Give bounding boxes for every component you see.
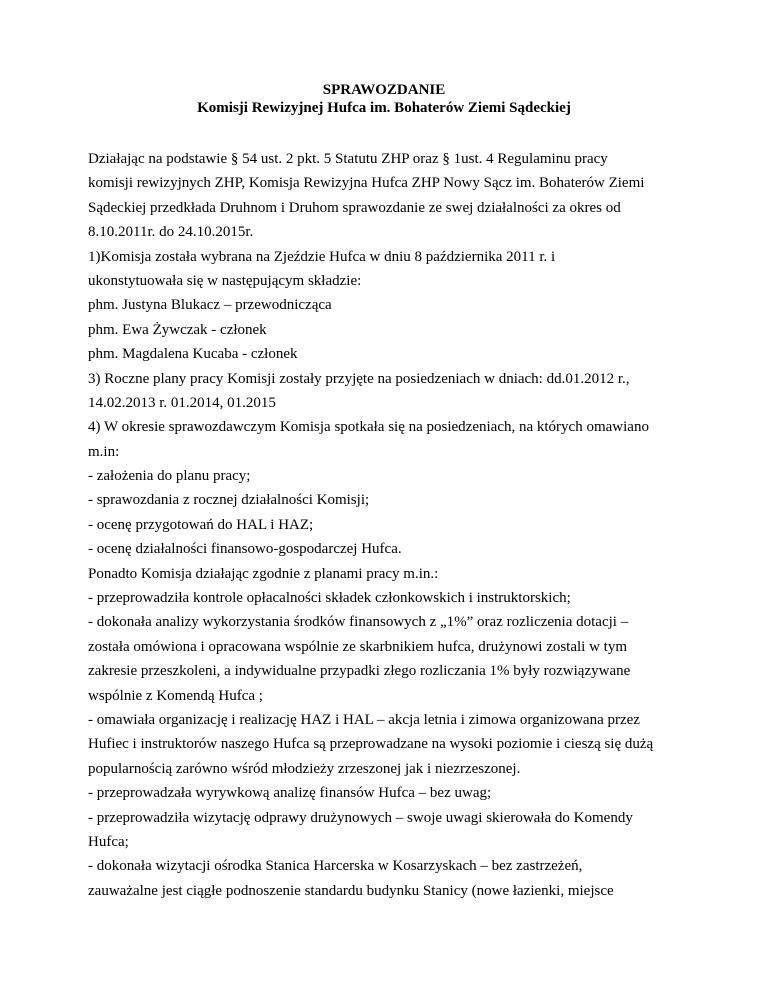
committee-member: phm. Magdalena Kucaba - członek xyxy=(88,346,298,363)
report-body xyxy=(88,147,738,903)
list-item: - dokonała analizy wykorzystania środków finansowych z „1%” oraz rozliczenia dotacji – xyxy=(88,614,629,631)
list-item: - ocenę działalności finansowo-gospodarczej Hufca. xyxy=(88,541,402,558)
body-line: popularnością zarówno wśród młodzieży zrzeszonej jak i niezrzeszonej. xyxy=(88,760,521,777)
body-line: 14.02.2013 r. 01.2014, 01.2015 xyxy=(88,394,276,411)
body-line: 8.10.2011r. do 24.10.2015r. xyxy=(88,224,254,241)
body-line: ukonstytuowała się w następującym składzie: xyxy=(88,272,362,289)
body-line: zauważalne jest ciągłe podnoszenie standardu budynku Stanicy (nowe łazienki, miejsce xyxy=(88,882,614,899)
list-item: - przeprowadzała wyrywkową analizę finansów Hufca – bez uwag; xyxy=(88,785,492,802)
list-item: - przeprowadziła wizytację odprawy drużynowych – swoje uwagi skierowała do Komendy xyxy=(88,809,633,826)
committee-member: phm. Ewa Żywczak - członek xyxy=(88,321,267,338)
body-line: 4) W okresie sprawozdawczym Komisja spotkała się na posiedzeniach, na których omawiano xyxy=(88,419,649,436)
body-line: zakresie przeszkoleni, a indywidualne przypadki złego rozliczania 1% były rozwiązywane xyxy=(88,663,631,680)
document-subtitle: Komisji Rewizyjnej Hufca im. Bohaterów Ziemi Sądeckiej xyxy=(197,100,571,116)
body-line: została omówiona i opracowana wspólnie ze skarbnikiem hufca, drużynowi zostali w tym xyxy=(88,638,628,655)
list-item: - omawiała organizację i realizację HAZ i HAL – akcja letnia i zimowa organizowana przez xyxy=(88,711,640,728)
body-line: 1)Komisja została wybrana na Zjeździe Hufca w dniu 8 października 2011 r. i xyxy=(88,248,556,265)
body-line: m.in: xyxy=(88,443,120,460)
body-line: 3) Roczne plany pracy Komisji zostały przyjęte na posiedzeniach w dniach: dd.01.2012 r., xyxy=(88,370,630,387)
list-item: - przeprowadziła kontrole opłacalności składek członkowskich i instruktorskich; xyxy=(88,590,571,607)
list-item: - ocenę przygotowań do HAL i HAZ; xyxy=(88,516,314,533)
list-item: - dokonała wizytacji ośrodka Stanica Harcerska w Kosarzyskach – bez zastrzeżeń, xyxy=(88,858,583,875)
body-line: komisji rewizyjnych ZHP, Komisja Rewizyjna Hufca ZHP Nowy Sącz im. Bohaterów Ziemi xyxy=(88,175,645,192)
list-item: - założenia do planu pracy; xyxy=(88,468,251,485)
document-title: SPRAWOZDANIE xyxy=(322,82,446,98)
list-item: - sprawozdania z rocznej działalności Komisji; xyxy=(88,492,370,509)
body-line: Hufiec i instruktorów naszego Hufca są przeprowadzane na wysoki poziomie i cieszą się dużą xyxy=(88,736,654,753)
body-line: Hufca; xyxy=(88,833,129,850)
body-line: Sądeckiej przedkłada Druhnom i Druhom sprawozdanie ze swej działalności za okres od xyxy=(88,199,621,216)
committee-member-chair: phm. Justyna Blukacz – przewodnicząca xyxy=(88,297,332,314)
body-line: Działając na podstawie § 54 ust. 2 pkt. 5 Statutu ZHP oraz § 1ust. 4 Regulaminu pracy xyxy=(88,151,608,167)
body-line: Ponadto Komisja działając zgodnie z planami pracy m.in.: xyxy=(88,565,439,582)
body-line: wspólnie z Komendą Hufca ; xyxy=(88,687,263,704)
